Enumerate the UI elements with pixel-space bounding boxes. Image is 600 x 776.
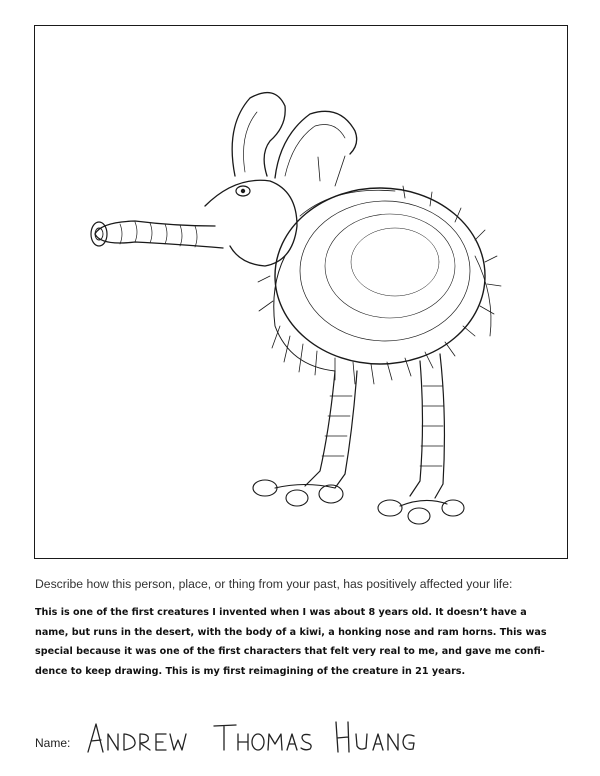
creature-feet bbox=[253, 480, 464, 524]
answer-text bbox=[35, 603, 569, 681]
answer-line: This is one of the first creatures I invented when I was about 8 years old. It doesn’t have a bbox=[35, 607, 527, 618]
answer-line: dence to keep drawing. This is my first reimagining of the creature in 21 years. bbox=[35, 665, 466, 677]
name-label: Name: bbox=[35, 736, 71, 750]
illustration-frame bbox=[34, 25, 568, 559]
handwritten-signature bbox=[86, 716, 446, 760]
creature-body bbox=[274, 188, 491, 371]
creature-illustration bbox=[35, 26, 567, 558]
question-prompt: Describe how this person, place, or thing from your past, has positively affected your life: bbox=[35, 577, 513, 591]
creature-legs bbox=[305, 354, 444, 498]
creature-horns bbox=[232, 93, 357, 178]
answer-line: name, but runs in the desert, with the body of a kiwi, a honking nose and ram horns. This was bbox=[35, 626, 547, 638]
creature-head bbox=[91, 180, 297, 266]
answer-line: special because it was one of the first characters that felt very real to me, and gave me confi- bbox=[35, 646, 545, 657]
